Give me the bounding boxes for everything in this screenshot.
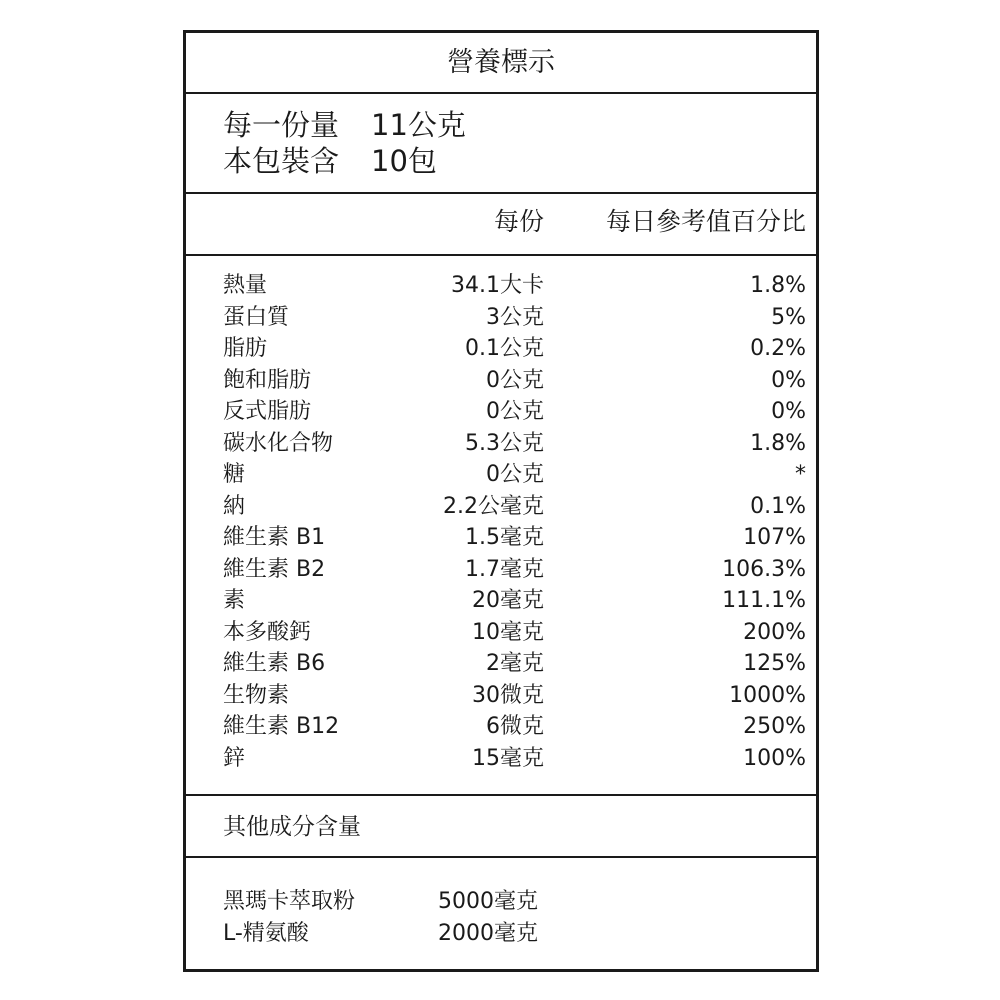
nutrient-row — [186, 491, 816, 523]
serving-size-value: 11公克 — [371, 108, 466, 142]
nutrient-row — [186, 743, 816, 775]
other-ingredient-row — [186, 918, 816, 950]
nutrient-daily-value: 1.8% — [750, 273, 806, 298]
nutrient-amount: 20毫克 — [472, 588, 544, 613]
nutrient-name: 納 — [223, 493, 246, 519]
nutrient-daily-value: 125% — [743, 651, 806, 676]
nutrient-amount: 0.1公克 — [465, 336, 544, 361]
nutrient-daily-value: 0% — [771, 399, 806, 424]
nutrient-amount: 0公克 — [486, 462, 544, 487]
nutrient-row — [186, 428, 816, 460]
nutrient-name: 維生素 B12 — [223, 714, 340, 739]
nutrient-amount: 0公克 — [486, 399, 544, 424]
nutrient-row — [186, 365, 816, 397]
other-ingredients-list — [186, 858, 816, 969]
nutrient-row — [186, 680, 816, 712]
nutrient-daily-value: 0% — [771, 367, 806, 393]
nutrition-facts-panel — [183, 30, 819, 972]
nutrient-name: 本多酸鈣 — [223, 619, 312, 645]
nutrient-amount: 15毫克 — [472, 745, 544, 771]
nutrient-daily-value: 106.3% — [722, 556, 806, 582]
nutrient-row — [186, 585, 816, 617]
nutrient-row — [186, 270, 816, 302]
other-ingredient-amount: 5000毫克 — [438, 889, 538, 914]
nutrient-row — [186, 333, 816, 365]
nutrient-row — [186, 554, 816, 586]
serving-size-label: 每一份量 — [223, 108, 340, 142]
other-ingredient-row — [186, 886, 816, 918]
nutrient-name: 糖 — [223, 462, 246, 487]
other-ingredients-title-section — [186, 796, 816, 858]
nutrient-name: 飽和脂肪 — [223, 367, 312, 393]
nutrient-amount: 10毫克 — [472, 619, 544, 645]
nutrient-name: 素 — [223, 588, 246, 613]
nutrient-row — [186, 711, 816, 743]
nutrient-amount: 2毫克 — [486, 651, 544, 676]
nutrient-name: 維生素 B2 — [223, 556, 326, 582]
nutrient-daily-value: 111.1% — [722, 588, 806, 613]
nutrient-daily-value: * — [795, 462, 806, 487]
servings-per-package-value: 10包 — [371, 144, 437, 178]
nutrient-amount: 3公克 — [486, 304, 544, 330]
nutrient-name: 熱量 — [223, 273, 268, 298]
per-serving-header: 每份 — [493, 207, 544, 236]
nutrient-row — [186, 459, 816, 491]
nutrient-amount: 6微克 — [486, 714, 544, 739]
nutrient-name: 反式脂肪 — [223, 399, 312, 424]
nutrient-name: 碳水化合物 — [223, 430, 334, 456]
other-ingredients-title: 其他成分含量 — [223, 814, 361, 840]
nutrient-amount: 30微克 — [472, 682, 544, 708]
nutrient-name: 鋅 — [223, 745, 246, 771]
nutrient-daily-value: 1000% — [729, 682, 806, 708]
column-header-section — [186, 194, 816, 256]
nutrient-name: 脂肪 — [223, 336, 268, 361]
nutrient-row — [186, 302, 816, 334]
nutrient-amount: 2.2公毫克 — [443, 493, 544, 519]
nutrient-amount: 1.7毫克 — [465, 556, 544, 582]
serving-section — [186, 94, 816, 194]
nutrient-daily-value: 1.8% — [750, 430, 806, 456]
nutrient-daily-value: 107% — [743, 525, 806, 550]
nutrient-row — [186, 396, 816, 428]
nutrient-daily-value: 5% — [771, 304, 806, 330]
nutrient-name: 蛋白質 — [223, 304, 290, 330]
nutrient-daily-value: 200% — [743, 619, 806, 645]
nutrient-list — [186, 256, 816, 796]
daily-value-header: 每日參考值百分比 — [605, 207, 806, 236]
nutrient-row — [186, 648, 816, 680]
nutrient-name: 維生素 B6 — [223, 651, 326, 676]
nutrient-daily-value: 250% — [743, 714, 806, 739]
nutrient-daily-value: 0.2% — [750, 336, 806, 361]
nutrient-row — [186, 617, 816, 649]
nutrient-name: 維生素 B1 — [223, 525, 326, 550]
servings-per-package-row — [223, 143, 437, 179]
other-ingredient-name: 黑瑪卡萃取粉 — [223, 889, 356, 914]
nutrient-amount: 34.1大卡 — [451, 273, 544, 298]
nutrient-row — [186, 522, 816, 554]
nutrient-daily-value: 100% — [743, 745, 806, 771]
nutrient-amount: 1.5毫克 — [465, 525, 544, 550]
nutrient-amount: 5.3公克 — [465, 430, 544, 456]
nutrition-title: 營養標示 — [447, 47, 555, 78]
nutrient-name: 生物素 — [223, 682, 290, 708]
title-section — [186, 33, 816, 94]
nutrient-daily-value: 0.1% — [750, 493, 806, 519]
servings-per-package-label: 本包裝含 — [223, 144, 340, 178]
other-ingredient-amount: 2000毫克 — [438, 921, 538, 946]
serving-size-row — [223, 107, 466, 143]
nutrient-amount: 0公克 — [486, 367, 544, 393]
other-ingredient-name: L-精氨酸 — [223, 921, 309, 946]
